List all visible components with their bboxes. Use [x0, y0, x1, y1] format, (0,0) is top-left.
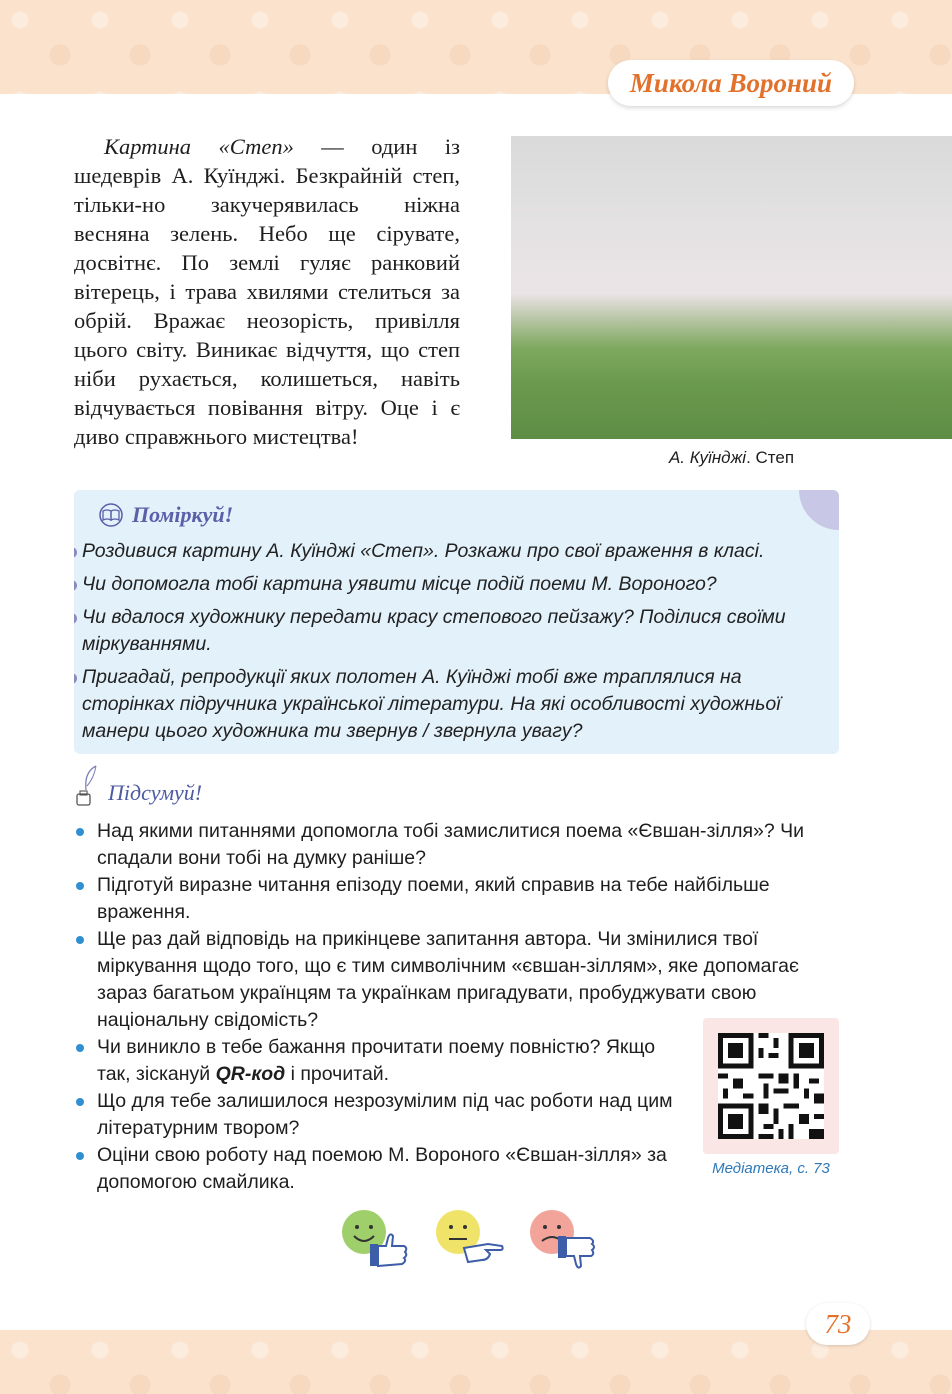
author-name: Микола Вороний [629, 67, 833, 98]
bullet-icon [74, 580, 77, 591]
intro-italic-title: Картина «Степ» [104, 134, 294, 159]
list-item [82, 538, 832, 565]
list-item [82, 664, 832, 745]
media-library-link[interactable]: Медіатека, с. 73 [712, 1160, 830, 1177]
painting-caption [511, 448, 952, 468]
question-text: Чи вдалося художнику передати красу степового пейзажу? Поділися своїми міркуваннями. [82, 606, 786, 655]
list-item [74, 872, 840, 926]
summary-heading [74, 764, 202, 808]
decorative-footer-band [0, 1330, 952, 1394]
task-text: і прочитай. [285, 1063, 390, 1085]
question-text: Чи допомогла тобі картина уявити місце подій поеми М. Вороного? [82, 573, 717, 595]
sad-thumbs-down-icon[interactable] [528, 1208, 600, 1272]
open-book-icon [96, 503, 126, 527]
qr-code-emphasis: QR-код [215, 1063, 286, 1085]
intro-text: — один із шедеврів А. Куїнджі. Безкрайній степ, тільки-но закучерявилась ніжна весняна зелень. Небо ще сірувате, досвітнє. По землі гуляє ранковий вітерець, і трава хвилями стелиться за обрій. Вражає неозорість, привілля цього світу. Виникає відчуття, що степ ніби рухається, колишеться, навіть відчувається повівання вітру. Оце і є диво справжнього мистецтва! [74, 134, 460, 449]
reflect-questions [82, 538, 832, 751]
bullet-icon [74, 547, 77, 558]
intro-paragraph [74, 132, 460, 451]
bullet-icon [74, 673, 77, 684]
list-item [74, 1142, 682, 1196]
task-text: Чи виникло в тебе бажання прочитати поему повністю? Якщо так, зіскануй [97, 1036, 656, 1085]
reflect-section [74, 490, 839, 754]
list-item [74, 1088, 682, 1142]
steppe-painting-image [511, 136, 952, 439]
bullet-icon [76, 1098, 84, 1106]
bullet-icon [76, 828, 84, 836]
list-item [82, 604, 832, 658]
list-item [82, 571, 832, 598]
neutral-pointing-hand-icon[interactable] [434, 1208, 506, 1272]
bullet-icon [76, 1044, 84, 1052]
quill-inkwell-icon [74, 764, 100, 808]
reflect-title: Поміркуй! [132, 502, 234, 527]
task-text: Оціни свою роботу над поемою М. Вороного «Євшан-зілля» за допомогою смайлика. [97, 1144, 667, 1193]
task-text: Що для тебе залишилося незрозумілим під час роботи над цим літературним твором? [97, 1090, 673, 1139]
caption-author: А. Куїнджі [668, 448, 747, 467]
question-text: Пригадай, репродукції яких полотен А. Куїнджі тобі вже траплялися на сторінках підручника української літератури. На які особливості художньої манери цього художника ти звернув / звернула увагу? [82, 666, 781, 742]
task-text: Над якими питаннями допомогла тобі замислитися поема «Євшан-зілля»? Чи спадали вони тобі на думку раніше? [97, 820, 805, 869]
reflect-heading [96, 502, 233, 528]
happy-thumbs-up-icon[interactable] [340, 1208, 412, 1272]
qr-code-panel[interactable] [703, 1018, 839, 1154]
author-name-tab [608, 60, 854, 106]
decorative-corner [799, 490, 839, 530]
bullet-icon [76, 882, 84, 890]
task-text: Ще раз дай відповідь на прикінцеве запитання автора. Чи змінилися твої міркування щодо того, що є тим символічним «євшан-зіллям», яке допомагає зараз багатьом українцям та українкам пригадувати, пробуджувати свою національну свідомість? [97, 928, 799, 1031]
task-text: Підготуй виразне читання епізоду поеми, який справив на тебе найбільше враження. [97, 874, 770, 923]
summary-title: Підсумуй! [108, 780, 203, 805]
caption-title: . Степ [746, 448, 795, 467]
bullet-icon [76, 936, 84, 944]
list-item [74, 818, 840, 872]
bullet-icon [74, 613, 77, 624]
page-number: 73 [806, 1303, 870, 1345]
qr-code-image[interactable] [718, 1033, 824, 1139]
bullet-icon [76, 1152, 84, 1160]
list-item [74, 1034, 682, 1088]
question-text: Роздивися картину А. Куїнджі «Степ». Розкажи про свої враження в класі. [82, 540, 765, 562]
